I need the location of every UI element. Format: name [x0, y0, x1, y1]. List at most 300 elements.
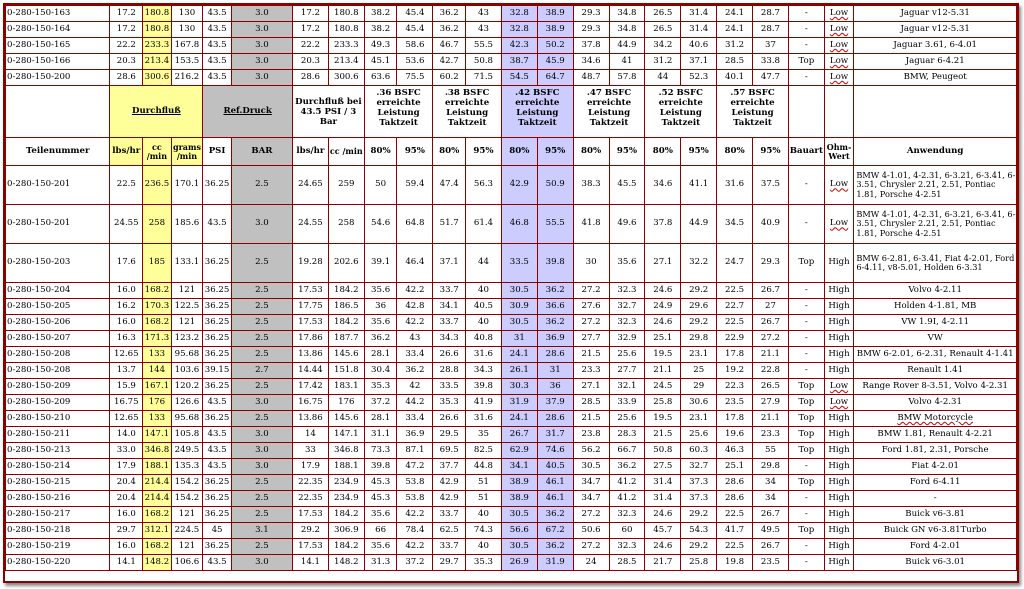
cell-bsfc38-80: 51.7	[433, 205, 466, 244]
cell-cc: 233.3	[143, 38, 171, 54]
cell-bsfc42-95: 64.7	[537, 70, 573, 86]
cell-bsfc36-95: 46.4	[397, 244, 433, 283]
cell-bsfc57-95: 21.1	[753, 411, 789, 427]
cell-pn: 0-280-150-217	[6, 507, 110, 523]
cell-bsfc52-95: 52.3	[681, 70, 717, 86]
cell-bsfc36-95: 42.2	[397, 283, 433, 299]
cell-bauart: -	[788, 283, 824, 299]
cell-bsfc42-80: 31	[501, 331, 537, 347]
header-95: 95%	[753, 138, 789, 166]
cell-bsfc47-80: 27.7	[573, 331, 609, 347]
cell-bar: 3.0	[231, 22, 292, 38]
cell-bsfc38-80: 29.7	[433, 555, 466, 571]
cell-bsfc36-95: 36.2	[397, 363, 433, 379]
cell-bsfc52-95: 41.1	[681, 166, 717, 205]
cell-cc: 236.5	[143, 166, 171, 205]
cell-bsfc42-80: 42.3	[501, 38, 537, 54]
cell-psi: 43.5	[203, 395, 231, 411]
header-blank	[788, 86, 824, 138]
cell-bsfc57-95: 37	[753, 38, 789, 54]
cell-bsfc57-80: 22.3	[717, 379, 753, 395]
cell-bsfc38-95: 35.3	[466, 555, 502, 571]
cell-psi: 43.5	[203, 22, 231, 38]
cell-bar: 2.5	[231, 244, 292, 283]
header-bsfc-57: .57 BSFC erreichte Leistung Taktzeit	[717, 86, 789, 138]
cell-bsfc38-95: 35	[466, 427, 502, 443]
cell-bsfc36-80: 35.6	[364, 315, 397, 331]
cell-cc2: 258	[328, 205, 364, 244]
cell-grams: 121	[171, 539, 203, 555]
cell-ohm: High	[824, 315, 854, 331]
cell-cc: 170.3	[143, 299, 171, 315]
cell-cc2: 184.2	[328, 283, 364, 299]
cell-bsfc36-80: 49.3	[364, 38, 397, 54]
cell-bsfc38-80: 37.1	[433, 244, 466, 283]
cell-lbs2: 33	[293, 443, 329, 459]
cell-bsfc38-95: 71.5	[466, 70, 502, 86]
cell-bsfc36-95: 45.4	[397, 6, 433, 22]
cell-bsfc52-95: 37.3	[681, 491, 717, 507]
cell-psi: 36.25	[203, 507, 231, 523]
cell-lbs: 20.4	[110, 491, 143, 507]
cell-bsfc57-80: 19.2	[717, 363, 753, 379]
cell-ohm: High	[824, 459, 854, 475]
cell-cc2: 176	[328, 395, 364, 411]
cell-bsfc52-95: 25.8	[681, 555, 717, 571]
cell-bsfc52-95: 23.1	[681, 347, 717, 363]
cell-bauart: -	[788, 6, 824, 22]
cell-psi: 43.5	[203, 38, 231, 54]
cell-bauart: -	[788, 166, 824, 205]
cell-bsfc47-95: 34.8	[609, 22, 645, 38]
cell-pn: 0-280-150-215	[6, 475, 110, 491]
cell-bsfc36-80: 35.3	[364, 379, 397, 395]
cell-lbs2: 19.28	[293, 244, 329, 283]
cell-cc: 171.3	[143, 331, 171, 347]
cell-bsfc36-95: 43	[397, 331, 433, 347]
cell-bsfc57-80: 28.5	[717, 54, 753, 70]
cell-bar: 3.0	[231, 54, 292, 70]
cell-cc2: 183.1	[328, 379, 364, 395]
cell-psi: 36.25	[203, 539, 231, 555]
cell-bsfc36-95: 53.6	[397, 54, 433, 70]
cell-bsfc57-80: 31.2	[717, 38, 753, 54]
cell-bsfc42-80: 26.1	[501, 363, 537, 379]
cell-bauart: -	[788, 539, 824, 555]
cell-grams: 121	[171, 507, 203, 523]
cell-bsfc42-95: 36.9	[537, 331, 573, 347]
cell-bsfc52-95: 29.6	[681, 299, 717, 315]
cell-anwendung: BMW 4-1.01, 4-2.31, 6-3.21, 6-3.41, 6-3.51, Chrysler 2.21, 2.51, Pontiac 1.81, Porsche 4-2.51	[854, 205, 1017, 244]
cell-bsfc36-80: 28.1	[364, 347, 397, 363]
cell-bsfc52-80: 19.5	[645, 347, 681, 363]
cell-bsfc47-95: 25.6	[609, 347, 645, 363]
cell-bauart: -	[788, 22, 824, 38]
cell-bauart: Top	[788, 395, 824, 411]
cell-bsfc52-80: 34.2	[645, 38, 681, 54]
cell-bsfc47-95: 33.9	[609, 395, 645, 411]
cell-bsfc57-95: 23.3	[753, 427, 789, 443]
table-row	[6, 283, 1017, 299]
table-row	[6, 411, 1017, 427]
cell-pn: 0-280-150-165	[6, 38, 110, 54]
cell-bsfc57-95: 29.3	[753, 244, 789, 283]
cell-pn: 0-280-150-210	[6, 411, 110, 427]
cell-bsfc47-95: 41	[609, 54, 645, 70]
cell-bsfc38-80: 36.2	[433, 6, 466, 22]
cell-bar: 2.5	[231, 539, 292, 555]
cell-bsfc52-80: 25.8	[645, 395, 681, 411]
cell-bsfc42-80: 30.3	[501, 379, 537, 395]
cell-bsfc47-95: 45.5	[609, 166, 645, 205]
table-row	[6, 331, 1017, 347]
cell-grams: 103.6	[171, 363, 203, 379]
cell-bsfc42-80: 42.9	[501, 166, 537, 205]
cell-bsfc42-95: 36	[537, 379, 573, 395]
cell-bsfc36-80: 35.6	[364, 539, 397, 555]
table-row	[6, 22, 1017, 38]
cell-bsfc38-80: 42.9	[433, 475, 466, 491]
cell-bsfc52-80: 24.6	[645, 315, 681, 331]
cell-bsfc42-95: 50.2	[537, 38, 573, 54]
table-row	[6, 475, 1017, 491]
cell-bsfc47-80: 37.8	[573, 38, 609, 54]
cell-bsfc57-80: 19.6	[717, 427, 753, 443]
cell-bsfc38-80: 42.9	[433, 491, 466, 507]
cell-bsfc47-80: 24	[573, 555, 609, 571]
cell-pn: 0-280-150-211	[6, 427, 110, 443]
table-row	[6, 555, 1017, 571]
cell-bsfc36-95: 42.2	[397, 507, 433, 523]
cell-bsfc38-80: 26.6	[433, 411, 466, 427]
cell-bsfc47-80: 27.2	[573, 539, 609, 555]
cell-bsfc52-80: 19.5	[645, 411, 681, 427]
cell-bsfc52-80: 25.1	[645, 331, 681, 347]
cell-anwendung: Buick GN v6-3.81Turbo	[854, 523, 1017, 539]
cell-lbs2: 17.86	[293, 331, 329, 347]
cell-bsfc57-80: 22.7	[717, 299, 753, 315]
cell-cc2: 234.9	[328, 491, 364, 507]
cell-bsfc52-80: 44	[645, 70, 681, 86]
cell-grams: 121	[171, 283, 203, 299]
cell-bsfc47-95: 32.7	[609, 299, 645, 315]
cell-bsfc38-95: 50.8	[466, 54, 502, 70]
cell-bsfc42-95: 74.6	[537, 443, 573, 459]
cell-lbs: 17.6	[110, 244, 143, 283]
cell-pn: 0-280-150-219	[6, 539, 110, 555]
cell-bsfc36-95: 42	[397, 379, 433, 395]
cell-bauart: -	[788, 205, 824, 244]
cell-cc: 176	[143, 395, 171, 411]
cell-bar: 2.5	[231, 491, 292, 507]
cell-ohm: High	[824, 539, 854, 555]
cell-bsfc47-80: 21.5	[573, 347, 609, 363]
cell-anwendung: Buick v6-3.01	[854, 555, 1017, 571]
cell-bsfc52-95: 29	[681, 379, 717, 395]
cell-bsfc47-95: 44.9	[609, 38, 645, 54]
cell-bsfc47-95: 36.2	[609, 459, 645, 475]
cell-lbs: 16.2	[110, 299, 143, 315]
cell-lbs: 16.3	[110, 331, 143, 347]
cell-bsfc42-95: 38.9	[537, 22, 573, 38]
cell-bsfc52-80: 34.6	[645, 166, 681, 205]
cell-pn: 0-280-150-205	[6, 299, 110, 315]
cell-psi: 43.5	[203, 427, 231, 443]
cell-cc2: 151.8	[328, 363, 364, 379]
cell-pn: 0-280-150-213	[6, 443, 110, 459]
header-grams-min: grams /min	[171, 138, 203, 166]
cell-bsfc36-95: 44.2	[397, 395, 433, 411]
cell-bsfc38-95: 56.3	[466, 166, 502, 205]
cell-psi: 36.25	[203, 491, 231, 507]
cell-bar: 3.0	[231, 427, 292, 443]
cell-bsfc36-80: 50	[364, 166, 397, 205]
cell-cc2: 180.8	[328, 22, 364, 38]
cell-bsfc38-80: 62.5	[433, 523, 466, 539]
cell-bsfc47-80: 30.5	[573, 459, 609, 475]
cell-bauart: -	[788, 299, 824, 315]
header-durchfluss: Durchfluß	[110, 86, 203, 138]
header-bsfc-38: .38 BSFC erreichte Leistung Taktzeit	[433, 86, 502, 138]
cell-cc: 167.1	[143, 379, 171, 395]
cell-bsfc57-80: 25.1	[717, 459, 753, 475]
cell-grams: 154.2	[171, 475, 203, 491]
cell-anwendung: Buick v6-3.81	[854, 507, 1017, 523]
header-blank	[6, 86, 110, 138]
cell-bsfc47-95: 66.7	[609, 443, 645, 459]
cell-anwendung: BMW 6-2.81, 6-3.41, Fiat 4-2.01, Ford 6-4.11, v8-5.01, Holden 6-3.31	[854, 244, 1017, 283]
cell-bsfc42-80: 62.9	[501, 443, 537, 459]
cell-bsfc38-80: 47.4	[433, 166, 466, 205]
header-row-groups	[6, 86, 1017, 138]
cell-bar: 3.0	[231, 6, 292, 22]
cell-pn: 0-280-150-220	[6, 555, 110, 571]
cell-lbs: 16.75	[110, 395, 143, 411]
cell-lbs: 16.0	[110, 539, 143, 555]
cell-bauart: Top	[788, 379, 824, 395]
cell-bsfc42-95: 31.9	[537, 555, 573, 571]
table-row	[6, 347, 1017, 363]
cell-psi: 45	[203, 523, 231, 539]
cell-bsfc36-95: 53.8	[397, 491, 433, 507]
cell-bsfc42-80: 26.7	[501, 427, 537, 443]
cell-bar: 3.0	[231, 395, 292, 411]
cell-anwendung: BMW 6-2.01, 6-2.31, Renault 4-1.41	[854, 347, 1017, 363]
cell-ohm: Low	[824, 6, 854, 22]
cell-ohm: High	[824, 555, 854, 571]
cell-bsfc38-80: 33.7	[433, 539, 466, 555]
cell-grams: 95.68	[171, 411, 203, 427]
cell-bsfc36-95: 33.4	[397, 411, 433, 427]
header-80: 80%	[573, 138, 609, 166]
cell-anwendung: BMW 1.81, Renault 4-2.21	[854, 427, 1017, 443]
cell-bsfc38-80: 35.3	[433, 395, 466, 411]
cell-bsfc38-95: 43	[466, 22, 502, 38]
cell-grams: 249.5	[171, 443, 203, 459]
cell-bsfc42-80: 32.8	[501, 6, 537, 22]
cell-ohm: Low	[824, 395, 854, 411]
cell-bsfc42-95: 45.9	[537, 54, 573, 70]
cell-bsfc47-95: 57.8	[609, 70, 645, 86]
cell-cc2: 147.1	[328, 427, 364, 443]
cell-bsfc42-95: 39.8	[537, 244, 573, 283]
cell-psi: 36.25	[203, 379, 231, 395]
cell-cc: 312.1	[143, 523, 171, 539]
table-row	[6, 363, 1017, 379]
cell-bsfc57-95: 29.8	[753, 459, 789, 475]
cell-bsfc42-80: 30.5	[501, 315, 537, 331]
cell-bar: 3.0	[231, 443, 292, 459]
cell-bsfc42-95: 28.6	[537, 411, 573, 427]
cell-bauart: Top	[788, 443, 824, 459]
cell-bsfc42-80: 30.9	[501, 299, 537, 315]
cell-bsfc36-95: 36.9	[397, 427, 433, 443]
cell-bsfc38-80: 33.7	[433, 507, 466, 523]
cell-cc: 346.8	[143, 443, 171, 459]
cell-anwendung: Ford 4-2.01	[854, 539, 1017, 555]
cell-ohm: High	[824, 491, 854, 507]
header-lbs-hr-2: lbs/hr	[293, 138, 329, 166]
cell-bsfc38-95: 51	[466, 491, 502, 507]
cell-pn: 0-280-150-201	[6, 166, 110, 205]
cell-bsfc36-80: 38.2	[364, 22, 397, 38]
table-row	[6, 70, 1017, 86]
cell-ohm: Low	[824, 38, 854, 54]
cell-bsfc36-95: 42.2	[397, 315, 433, 331]
cell-bsfc52-80: 21.7	[645, 555, 681, 571]
cell-grams: 95.68	[171, 347, 203, 363]
cell-bsfc38-95: 51	[466, 475, 502, 491]
cell-bsfc38-80: 60.2	[433, 70, 466, 86]
cell-pn: 0-280-150-163	[6, 6, 110, 22]
cell-pn: 0-280-150-208	[6, 363, 110, 379]
cell-bsfc36-95: 33.4	[397, 347, 433, 363]
header-refdruck: Ref.Druck	[203, 86, 293, 138]
cell-cc2: 346.8	[328, 443, 364, 459]
cell-bsfc57-80: 34.5	[717, 205, 753, 244]
cell-grams: 122.5	[171, 299, 203, 315]
cell-cc: 185	[143, 244, 171, 283]
cell-bsfc57-80: 22.5	[717, 507, 753, 523]
cell-bsfc36-80: 35.6	[364, 507, 397, 523]
cell-bsfc52-95: 60.3	[681, 443, 717, 459]
cell-cc: 168.2	[143, 507, 171, 523]
cell-bauart: -	[788, 459, 824, 475]
cell-bsfc38-80: 69.5	[433, 443, 466, 459]
cell-bar: 3.0	[231, 459, 292, 475]
cell-bsfc38-95: 34.3	[466, 363, 502, 379]
cell-bsfc38-95: 74.3	[466, 523, 502, 539]
cell-cc: 214.4	[143, 475, 171, 491]
table-row	[6, 427, 1017, 443]
table-row	[6, 395, 1017, 411]
cell-bsfc38-95: 40	[466, 283, 502, 299]
cell-lbs2: 14.44	[293, 363, 329, 379]
cell-bsfc52-80: 27.1	[645, 244, 681, 283]
cell-bsfc47-80: 29.3	[573, 22, 609, 38]
header-durchfluss-bei: Durchfluß bei 43.5 PSI / 3 Bar	[293, 86, 365, 138]
cell-bauart: -	[788, 491, 824, 507]
cell-lbs: 22.5	[110, 166, 143, 205]
cell-bsfc47-80: 23.8	[573, 427, 609, 443]
cell-bsfc36-95: 58.6	[397, 38, 433, 54]
cell-ohm: Low	[824, 22, 854, 38]
cell-bauart: -	[788, 38, 824, 54]
cell-lbs: 29.7	[110, 523, 143, 539]
cell-bsfc52-80: 31.4	[645, 491, 681, 507]
cell-cc: 214.4	[143, 491, 171, 507]
cell-bsfc42-95: 31.7	[537, 427, 573, 443]
cell-bsfc47-95: 27.7	[609, 363, 645, 379]
cell-psi: 36.25	[203, 315, 231, 331]
cell-bsfc57-80: 46.3	[717, 443, 753, 459]
injector-data-sheet	[3, 3, 1019, 583]
cell-grams: 121	[171, 315, 203, 331]
cell-cc: 168.2	[143, 539, 171, 555]
cell-bsfc42-80: 56.6	[501, 523, 537, 539]
cell-bsfc47-80: 30	[573, 244, 609, 283]
header-bsfc-47: .47 BSFC erreichte Leistung Taktzeit	[573, 86, 645, 138]
header-95: 95%	[609, 138, 645, 166]
cell-ohm: Low	[824, 166, 854, 205]
cell-grams: 154.2	[171, 491, 203, 507]
cell-bsfc52-95: 29.2	[681, 283, 717, 299]
cell-bsfc38-80: 37.7	[433, 459, 466, 475]
cell-bsfc38-95: 44.8	[466, 459, 502, 475]
cell-bsfc36-95: 37.2	[397, 555, 433, 571]
cell-pn: 0-280-150-201	[6, 205, 110, 244]
cell-bsfc42-80: 34.1	[501, 459, 537, 475]
cell-bsfc52-95: 54.3	[681, 523, 717, 539]
cell-grams: 216.2	[171, 70, 203, 86]
cell-bsfc47-80: 27.2	[573, 507, 609, 523]
cell-bar: 2.5	[231, 379, 292, 395]
cell-bsfc52-95: 37.1	[681, 54, 717, 70]
table-header	[6, 86, 1017, 166]
cell-grams: 170.1	[171, 166, 203, 205]
cell-lbs: 16.0	[110, 315, 143, 331]
cell-bsfc57-80: 19.8	[717, 555, 753, 571]
cell-lbs2: 17.53	[293, 507, 329, 523]
cell-bauart: -	[788, 70, 824, 86]
table-row	[6, 299, 1017, 315]
cell-lbs: 14.0	[110, 427, 143, 443]
cell-bsfc57-95: 27.2	[753, 331, 789, 347]
cell-bar: 2.5	[231, 315, 292, 331]
cell-bsfc57-80: 41.7	[717, 523, 753, 539]
cell-lbs2: 17.53	[293, 539, 329, 555]
cell-bsfc57-80: 24.1	[717, 6, 753, 22]
cell-bsfc57-80: 31.6	[717, 166, 753, 205]
header-95: 95%	[537, 138, 573, 166]
cell-bsfc42-80: 38.9	[501, 475, 537, 491]
cell-anwendung: Jaguar v12-5.31	[854, 6, 1017, 22]
cell-lbs2: 16.75	[293, 395, 329, 411]
cell-ohm: High	[824, 475, 854, 491]
cell-bsfc36-95: 45.4	[397, 22, 433, 38]
cell-bsfc38-80: 36.2	[433, 22, 466, 38]
cell-bsfc36-95: 53.8	[397, 475, 433, 491]
injector-table	[5, 5, 1017, 571]
cell-bsfc57-95: 26.7	[753, 283, 789, 299]
cell-bsfc38-95: 31.6	[466, 411, 502, 427]
cell-bsfc42-80: 30.5	[501, 283, 537, 299]
cell-bsfc38-95: 44	[466, 244, 502, 283]
cell-lbs: 16.0	[110, 507, 143, 523]
cell-bsfc38-95: 31.6	[466, 347, 502, 363]
cell-grams: 130	[171, 22, 203, 38]
cell-lbs2: 22.2	[293, 38, 329, 54]
